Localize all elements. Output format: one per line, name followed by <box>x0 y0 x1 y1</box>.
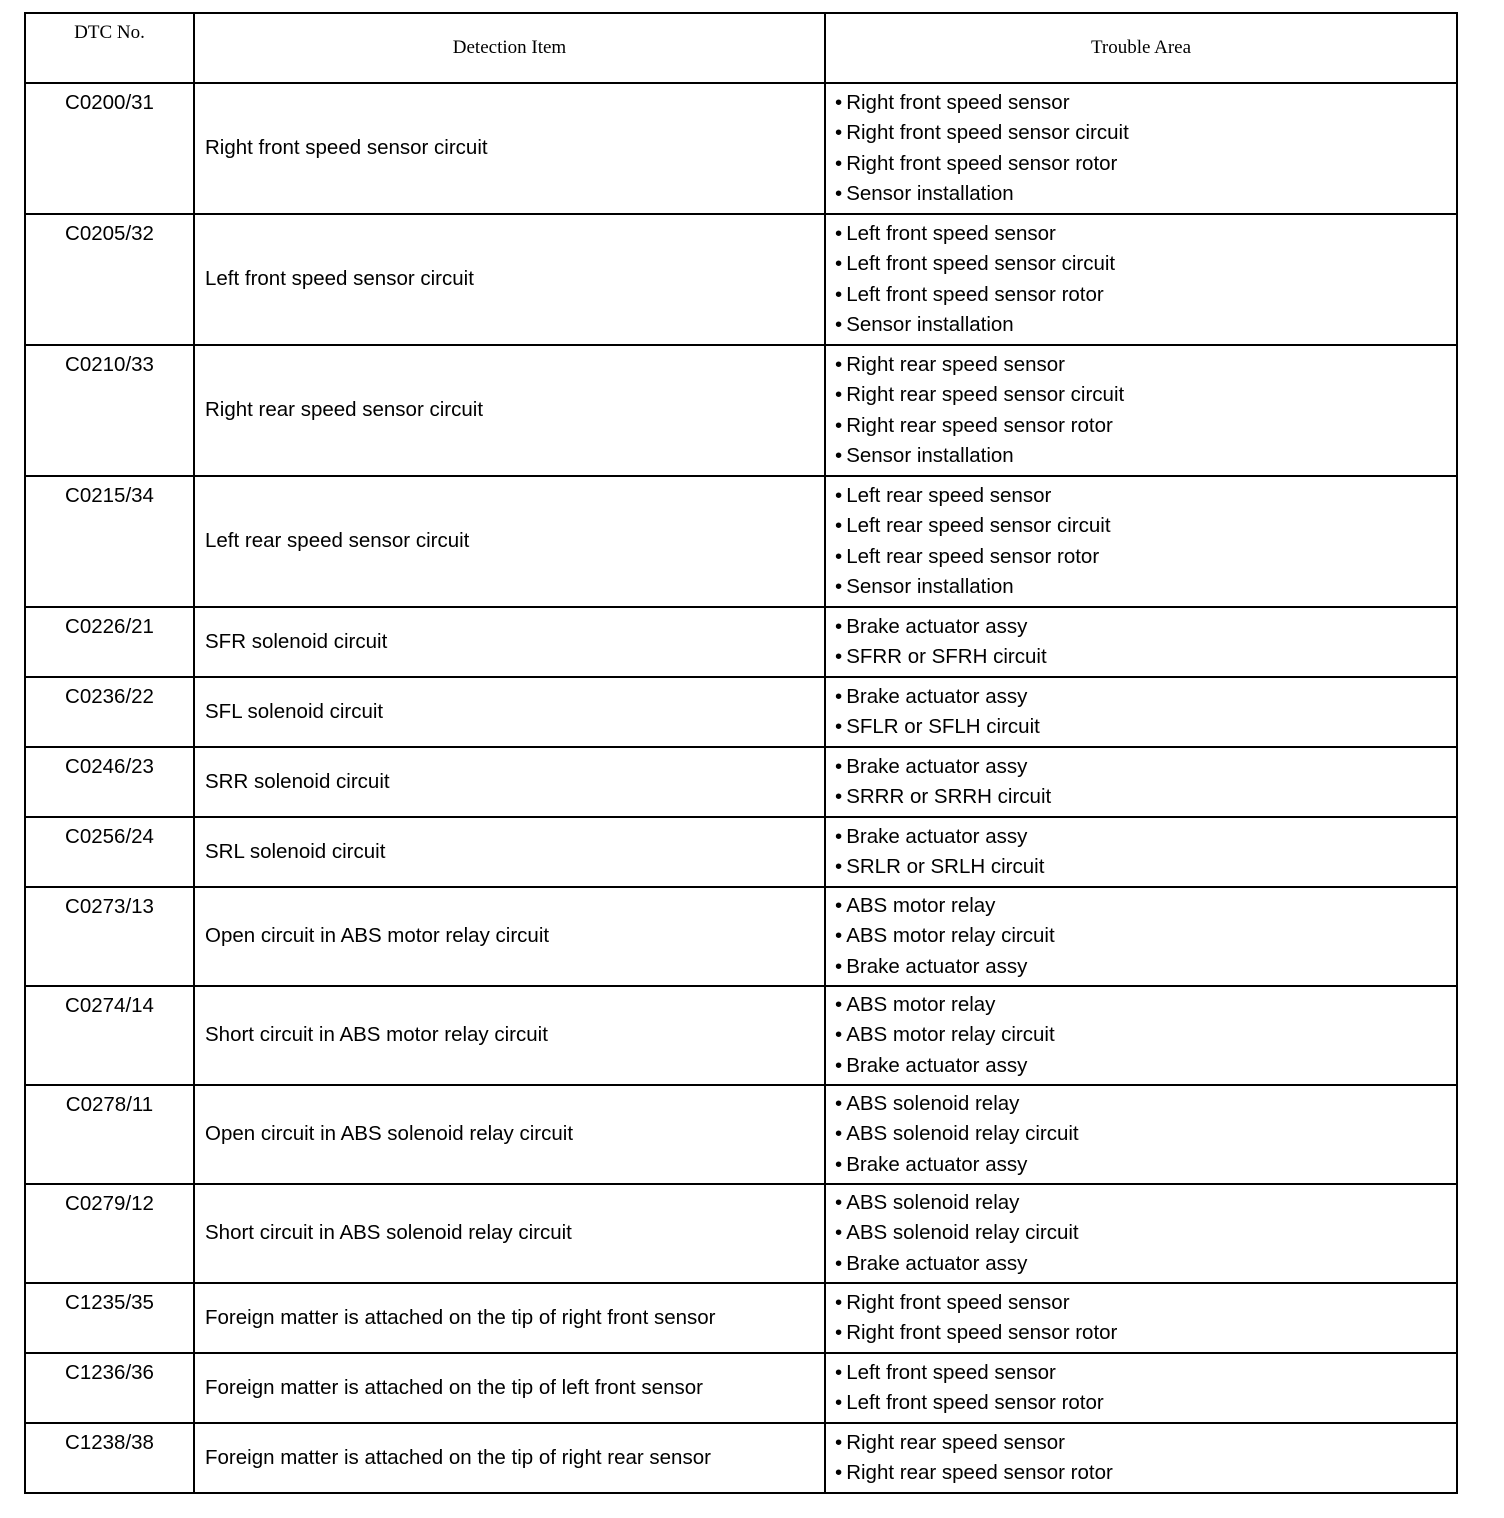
table-row <box>25 747 1457 817</box>
trouble-area-item: • Right rear speed sensor circuit <box>835 380 1456 410</box>
trouble-area-item: • Left rear speed sensor <box>835 481 1456 511</box>
trouble-area-cell <box>825 476 1457 607</box>
table-row <box>25 83 1457 214</box>
trouble-area-cell <box>825 1283 1457 1353</box>
trouble-area-list <box>835 752 1456 812</box>
trouble-area-cell <box>825 817 1457 887</box>
dtc-code-cell: C1236/36 <box>25 1353 194 1423</box>
header-row <box>25 13 1457 83</box>
detection-item-cell: Right rear speed sensor circuit <box>194 345 825 476</box>
table-row <box>25 677 1457 747</box>
detection-item-cell: SFL solenoid circuit <box>194 677 825 747</box>
trouble-area-cell <box>825 1353 1457 1423</box>
dtc-code-cell: C1235/35 <box>25 1283 194 1353</box>
trouble-area-item: • Right front speed sensor circuit <box>835 118 1456 148</box>
trouble-area-item: • Brake actuator assy <box>835 752 1456 782</box>
trouble-area-item: • Brake actuator assy <box>835 612 1456 642</box>
header-detection-item: Detection Item <box>194 13 825 83</box>
trouble-area-list <box>835 481 1456 602</box>
trouble-area-cell <box>825 747 1457 817</box>
dtc-code-cell: C0246/23 <box>25 747 194 817</box>
dtc-code-cell: C0279/12 <box>25 1184 194 1283</box>
trouble-area-item: • Sensor installation <box>835 441 1456 471</box>
table-row <box>25 1423 1457 1493</box>
trouble-area-cell <box>825 1423 1457 1493</box>
trouble-area-list <box>835 1188 1456 1279</box>
detection-item-cell: Foreign matter is attached on the tip of right front sensor <box>194 1283 825 1353</box>
trouble-area-item: • Left front speed sensor <box>835 219 1456 249</box>
dtc-code-cell: C0256/24 <box>25 817 194 887</box>
trouble-area-item: • Right front speed sensor rotor <box>835 149 1456 179</box>
trouble-area-item: • Sensor installation <box>835 572 1456 602</box>
detection-item-cell: Short circuit in ABS solenoid relay circuit <box>194 1184 825 1283</box>
trouble-area-item: • Sensor installation <box>835 179 1456 209</box>
trouble-area-cell <box>825 1184 1457 1283</box>
trouble-area-item: • SRLR or SRLH circuit <box>835 852 1456 882</box>
trouble-area-item: • ABS motor relay circuit <box>835 921 1456 951</box>
trouble-area-cell <box>825 607 1457 677</box>
trouble-area-item: • ABS solenoid relay circuit <box>835 1218 1456 1248</box>
trouble-area-item: • ABS motor relay <box>835 891 1456 921</box>
trouble-area-cell <box>825 887 1457 986</box>
dtc-code-cell: C0236/22 <box>25 677 194 747</box>
dtc-code-cell: C0274/14 <box>25 986 194 1085</box>
trouble-area-list <box>835 822 1456 882</box>
table-row <box>25 476 1457 607</box>
dtc-code-cell: C0215/34 <box>25 476 194 607</box>
dtc-code-cell: C0205/32 <box>25 214 194 345</box>
trouble-area-item: • ABS motor relay circuit <box>835 1020 1456 1050</box>
trouble-area-item: • ABS solenoid relay circuit <box>835 1119 1456 1149</box>
trouble-area-cell <box>825 345 1457 476</box>
header-trouble-area: Trouble Area <box>825 13 1457 83</box>
trouble-area-item: • Brake actuator assy <box>835 1051 1456 1081</box>
table-row <box>25 607 1457 677</box>
trouble-area-list <box>835 682 1456 742</box>
trouble-area-item: • Right rear speed sensor rotor <box>835 1458 1456 1488</box>
detection-item-cell: SRL solenoid circuit <box>194 817 825 887</box>
trouble-area-list <box>835 219 1456 340</box>
trouble-area-item: • Left rear speed sensor circuit <box>835 511 1456 541</box>
trouble-area-item: • Brake actuator assy <box>835 822 1456 852</box>
trouble-area-cell <box>825 214 1457 345</box>
trouble-area-item: • Right front speed sensor <box>835 1288 1456 1318</box>
dtc-code-cell: C0278/11 <box>25 1085 194 1184</box>
table-row <box>25 1184 1457 1283</box>
trouble-area-item: • Brake actuator assy <box>835 952 1456 982</box>
trouble-area-item: • Sensor installation <box>835 310 1456 340</box>
trouble-area-list <box>835 990 1456 1081</box>
trouble-area-list <box>835 612 1456 672</box>
trouble-area-list <box>835 88 1456 209</box>
trouble-area-item: • Brake actuator assy <box>835 1249 1456 1279</box>
trouble-area-list <box>835 891 1456 982</box>
dtc-code-cell: C1238/38 <box>25 1423 194 1493</box>
trouble-area-list <box>835 1288 1456 1348</box>
table-row <box>25 345 1457 476</box>
header-dtc-no: DTC No. <box>25 13 194 83</box>
trouble-area-item: • Right rear speed sensor <box>835 350 1456 380</box>
detection-item-cell: Foreign matter is attached on the tip of left front sensor <box>194 1353 825 1423</box>
trouble-area-item: • Right front speed sensor rotor <box>835 1318 1456 1348</box>
trouble-area-item: • SRRR or SRRH circuit <box>835 782 1456 812</box>
table-row <box>25 1283 1457 1353</box>
trouble-area-item: • Right rear speed sensor rotor <box>835 411 1456 441</box>
detection-item-cell: Left front speed sensor circuit <box>194 214 825 345</box>
trouble-area-cell <box>825 986 1457 1085</box>
dtc-code-cell: C0200/31 <box>25 83 194 214</box>
trouble-area-item: • ABS solenoid relay <box>835 1188 1456 1218</box>
trouble-area-list <box>835 1428 1456 1488</box>
trouble-area-item: • Right front speed sensor <box>835 88 1456 118</box>
dtc-code-cell: C0273/13 <box>25 887 194 986</box>
dtc-code-cell: C0210/33 <box>25 345 194 476</box>
table-row <box>25 887 1457 986</box>
trouble-area-item: • ABS motor relay <box>835 990 1456 1020</box>
dtc-code-cell: C0226/21 <box>25 607 194 677</box>
table-body <box>25 83 1457 1493</box>
trouble-area-item: • Brake actuator assy <box>835 1150 1456 1180</box>
trouble-area-list <box>835 1089 1456 1180</box>
trouble-area-item: • SFLR or SFLH circuit <box>835 712 1456 742</box>
trouble-area-list <box>835 1358 1456 1418</box>
trouble-area-list <box>835 350 1456 471</box>
detection-item-cell: Left rear speed sensor circuit <box>194 476 825 607</box>
detection-item-cell: Open circuit in ABS motor relay circuit <box>194 887 825 986</box>
table-header <box>25 13 1457 83</box>
detection-item-cell: Foreign matter is attached on the tip of right rear sensor <box>194 1423 825 1493</box>
trouble-area-cell <box>825 677 1457 747</box>
trouble-area-item: • Left front speed sensor rotor <box>835 280 1456 310</box>
trouble-area-item: • Left rear speed sensor rotor <box>835 542 1456 572</box>
trouble-area-item: • Right rear speed sensor <box>835 1428 1456 1458</box>
detection-item-cell: Short circuit in ABS motor relay circuit <box>194 986 825 1085</box>
table-row <box>25 986 1457 1085</box>
trouble-area-item: • Left front speed sensor <box>835 1358 1456 1388</box>
detection-item-cell: SFR solenoid circuit <box>194 607 825 677</box>
table-row <box>25 817 1457 887</box>
detection-item-cell: SRR solenoid circuit <box>194 747 825 817</box>
trouble-area-item: • SFRR or SFRH circuit <box>835 642 1456 672</box>
trouble-area-item: • Left front speed sensor rotor <box>835 1388 1456 1418</box>
trouble-area-item: • Left front speed sensor circuit <box>835 249 1456 279</box>
table-row <box>25 1353 1457 1423</box>
trouble-area-item: • Brake actuator assy <box>835 682 1456 712</box>
detection-item-cell: Open circuit in ABS solenoid relay circuit <box>194 1085 825 1184</box>
dtc-table <box>24 12 1458 1494</box>
table-row <box>25 214 1457 345</box>
trouble-area-item: • ABS solenoid relay <box>835 1089 1456 1119</box>
trouble-area-cell <box>825 1085 1457 1184</box>
detection-item-cell: Right front speed sensor circuit <box>194 83 825 214</box>
trouble-area-cell <box>825 83 1457 214</box>
table-row <box>25 1085 1457 1184</box>
